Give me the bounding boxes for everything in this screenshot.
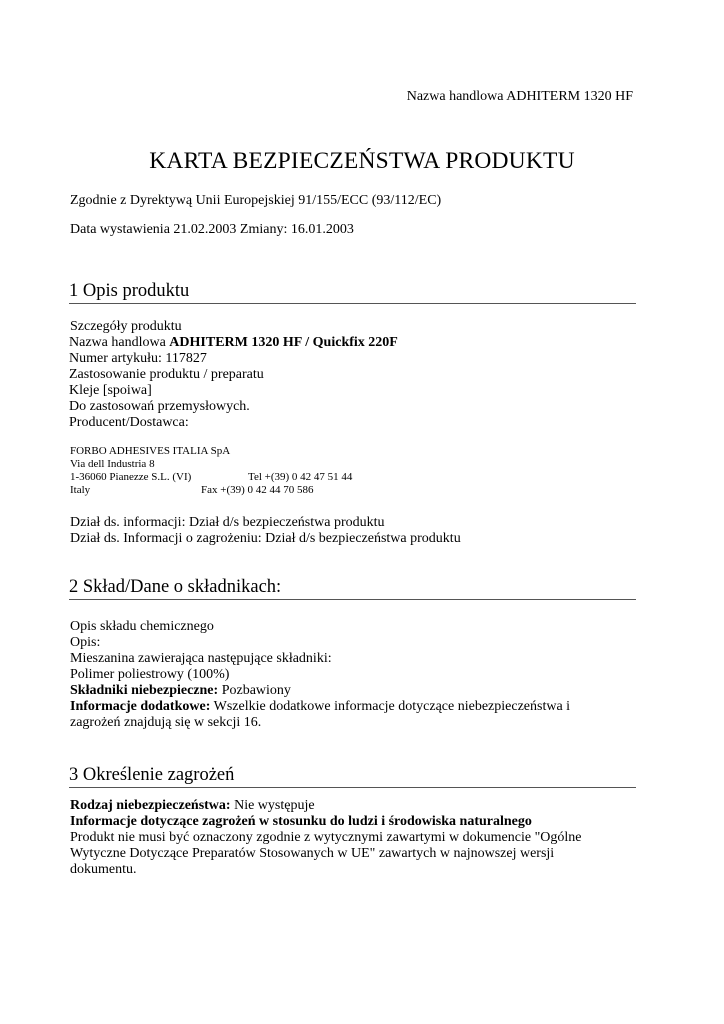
- hazard-info-heading: Informacje dotyczące zagrożeń w stosunku do ludzi i środowiska naturalnego: [70, 814, 532, 829]
- trade-name-line: Nazwa handlowa ADHITERM 1320 HF / Quickfix 220F: [69, 335, 398, 350]
- header-trade-name: Nazwa handlowa ADHITERM 1320 HF: [406, 89, 633, 104]
- usage-line: Zastosowanie produktu / preparatu: [69, 367, 264, 382]
- document-title: KARTA BEZPIECZEŃSTWA PRODUKTU: [149, 148, 575, 174]
- section-1-details: [69, 319, 398, 431]
- description-label: Opis:: [70, 635, 101, 650]
- company-address: [70, 445, 352, 497]
- producer-label: Producent/Dostawca:: [69, 415, 189, 430]
- company-tel: Tel +(39) 0 42 47 51 44: [248, 471, 353, 483]
- labeling-text: Produkt nie musi być oznaczony zgodnie z wytycznymi zawartymi w dokumencie "Ogólne Wytyczne Dotyczące Preparatów Stosowanych w UE" zawartych w najnowszej wersji dokumentu.: [70, 830, 582, 877]
- section-3-body: [70, 798, 610, 878]
- company-country: Italy: [70, 484, 91, 496]
- mixture-line: Mieszanina zawierająca następujące składniki:: [70, 651, 332, 666]
- hazard-department: Dział ds. Informacji o zagrożeniu: Dział d/s bezpieczeństwa produktu: [70, 531, 461, 546]
- departments: [70, 515, 461, 547]
- section-1-heading: 1 Opis produktu: [69, 281, 636, 304]
- directive-line: Zgodnie z Dyrektywą Unii Europejskiej 91/155/ECC (93/112/EC): [70, 193, 442, 208]
- info-department: Dział ds. informacji: Dział d/s bezpieczeństwa produktu: [70, 515, 385, 530]
- chem-description-label: Opis składu chemicznego: [70, 619, 214, 634]
- hazardous-components: Składniki niebezpieczne: Pozbawiony: [70, 683, 291, 698]
- dates-line: Data wystawienia 21.02.2003 Zmiany: 16.01.2003: [70, 222, 354, 237]
- section-2-heading: 2 Skład/Dane o składnikach:: [69, 577, 636, 600]
- section-3-heading: 3 Określenie zagrożeń: [69, 765, 636, 788]
- company-street: Via dell Industria 8: [70, 458, 155, 470]
- article-number: Numer artykułu: 117827: [69, 351, 207, 366]
- section-2-body: [70, 619, 610, 731]
- trade-name-value: ADHITERM 1320 HF / Quickfix 220F: [169, 335, 398, 350]
- danger-type: Rodzaj niebezpieczeństwa: Nie występuje: [70, 798, 315, 813]
- company-city-line: [70, 471, 352, 484]
- company-country-line: [70, 484, 352, 497]
- industrial-line: Do zastosowań przemysłowych.: [69, 399, 250, 414]
- company-name: FORBO ADHESIVES ITALIA SpA: [70, 445, 231, 457]
- company-city: 1-36060 Pianezze S.L. (VI): [70, 471, 192, 483]
- additional-info: Informacje dodatkowe: Wszelkie dodatkowe informacje dotyczące niebezpieczeństwa i zagrożeń znajdują się w sekcji 16.: [70, 699, 571, 730]
- details-label: Szczegóły produktu: [70, 319, 182, 334]
- polymer-line: Polimer poliestrowy (100%): [70, 667, 230, 682]
- company-fax: Fax +(39) 0 42 44 70 586: [201, 484, 314, 496]
- glue-line: Kleje [spoiwa]: [69, 383, 152, 398]
